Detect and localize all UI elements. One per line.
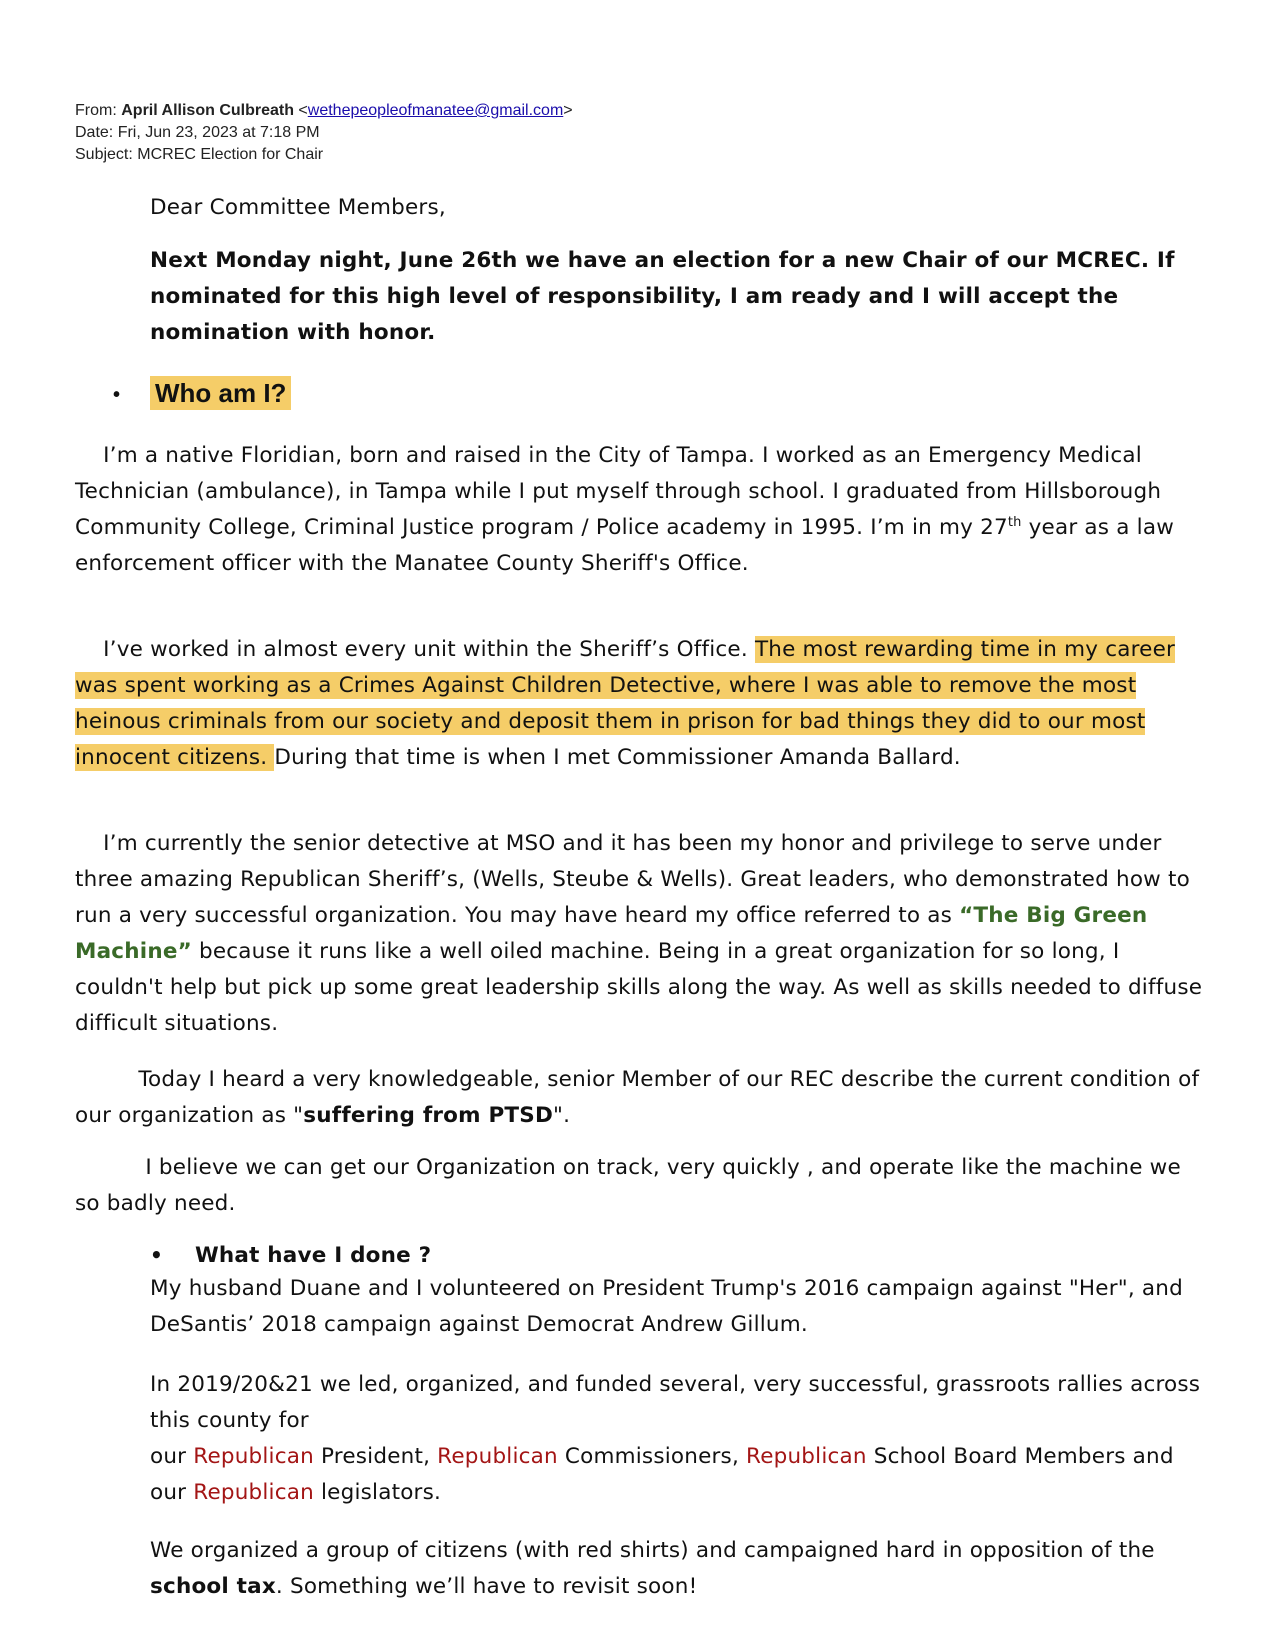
p1-text-b: year as a law enforcement officer with the Manatee County Sheriff's Office. <box>75 515 1174 576</box>
p1-superscript: th <box>1007 514 1022 530</box>
big-green-machine-text: “The Big Green Machine” <box>75 903 1148 964</box>
republican-text: Republican <box>437 1444 558 1469</box>
republican-text: Republican <box>193 1444 314 1469</box>
subject-line <box>75 144 573 166</box>
date-label: Date: <box>75 124 114 141</box>
intro-paragraph: Next Monday night, June 26th we have an election for a new Chair of our MCREC. If nominated for this high level of responsibility, I am ready and I will accept the nomination with honor. <box>150 248 1175 345</box>
p3-text-b: because it runs like a well oiled machine. Being in a great organization for so long, I couldn't help but pick up some great leadership skills along the way. As well as skills needed to diffuse difficult situations. <box>75 939 1203 1036</box>
email-header <box>75 100 573 166</box>
p2-text-b: During that time is when I met Commissioner Amanda Ballard. <box>274 745 961 770</box>
paragraph-school-tax <box>150 1533 1210 1605</box>
s2-text-b: our <box>150 1444 194 1469</box>
subject-value: MCREC Election for Chair <box>137 146 324 163</box>
republican-text: Republican <box>746 1444 867 1469</box>
p4-text-a: Today I heard a very knowledgeable, senior Member of our REC describe the current condition of our organization as " <box>75 1067 1200 1128</box>
s3-text-b: . Something we’ll have to revisit soon! <box>275 1574 698 1599</box>
bullet-icon: • <box>150 1243 163 1267</box>
s2-text-f: legislators. <box>313 1480 442 1505</box>
done-heading-label: What have I done ? <box>195 1243 432 1268</box>
from-label: From: <box>75 102 117 119</box>
p4-bold: suffering from PTSD <box>303 1103 553 1128</box>
p4-text-b: ". <box>553 1103 571 1128</box>
s2-text-e: School Board Members and our <box>150 1444 1174 1505</box>
date-value: Fri, Jun 23, 2023 at 7:18 PM <box>117 124 320 141</box>
greeting: Dear Committee Members, <box>150 195 446 220</box>
paragraph-current-role <box>75 826 1205 1042</box>
paragraph-background <box>75 438 1205 582</box>
s2-text-a: In 2019/20&21 we led, organized, and funded several, very successful, grassroots rallies across this county for <box>150 1372 1201 1433</box>
paragraph-believe <box>75 1150 1205 1222</box>
bullet-icon: • <box>113 383 121 406</box>
date-line <box>75 122 573 144</box>
from-line: From: April Allison Culbreath <wethepeopleofmanatee@gmail.com> <box>75 102 573 119</box>
republican-text: Republican <box>193 1480 314 1505</box>
done-heading <box>150 1237 431 1274</box>
p2-text-a: I’ve worked in almost every unit within the Sheriff’s Office. <box>103 637 755 662</box>
paragraph-career <box>75 632 1205 776</box>
sender-name: April Allison Culbreath <box>121 102 294 119</box>
s2-line-b <box>150 1439 1210 1511</box>
p1-text-a: I’m a native Floridian, born and raised in the City of Tampa. I worked as an Emergency Medical Technician (ambulance), in Tampa while I put myself through school. I graduated from Hillsborough Community College, Criminal Justice program / Police academy in 1995. I’m in my 27 <box>75 443 1162 540</box>
p3-text-a: I’m currently the senior detective at MSO and it has been my honor and privilege to serve under three amazing Republican Sheriff’s, (Wells, Steube & Wells). Great leaders, who demonstrated how to run a very successful organization. You may have heard my office referred to as <box>75 831 1190 928</box>
s3-text-a: We organized a group of citizens (with red shirts) and campaigned hard in opposition of the <box>150 1538 1155 1563</box>
who-heading-label: Who am I? <box>150 376 291 410</box>
sender-email-link[interactable]: wethepeopleofmanatee@gmail.com <box>307 102 564 119</box>
subject-label: Subject: <box>75 146 133 163</box>
paragraph-rallies <box>150 1367 1210 1511</box>
highlighted-text: The most rewarding time in my career was spent working as a Crimes Against Children Detective, where I was able to remove the most heinous criminals from our society and deposit them in prison for bad things they did to our most innocent citizens. <box>75 637 1176 770</box>
paragraph-ptsd <box>75 1062 1205 1134</box>
s2-text-d: Commissioners, <box>557 1444 747 1469</box>
s3-bold: school tax <box>150 1574 276 1599</box>
s2-text-c: President, <box>313 1444 438 1469</box>
paragraph-campaigns: My husband Duane and I volunteered on President Trump's 2016 campaign against "Her", and DeSantis’ 2018 campaign against Democrat Andrew Gillum. <box>150 1276 1183 1337</box>
who-heading <box>113 378 291 409</box>
p5-text: I believe we can get our Organization on track, very quickly , and operate like the machine we so badly need. <box>75 1155 1181 1216</box>
